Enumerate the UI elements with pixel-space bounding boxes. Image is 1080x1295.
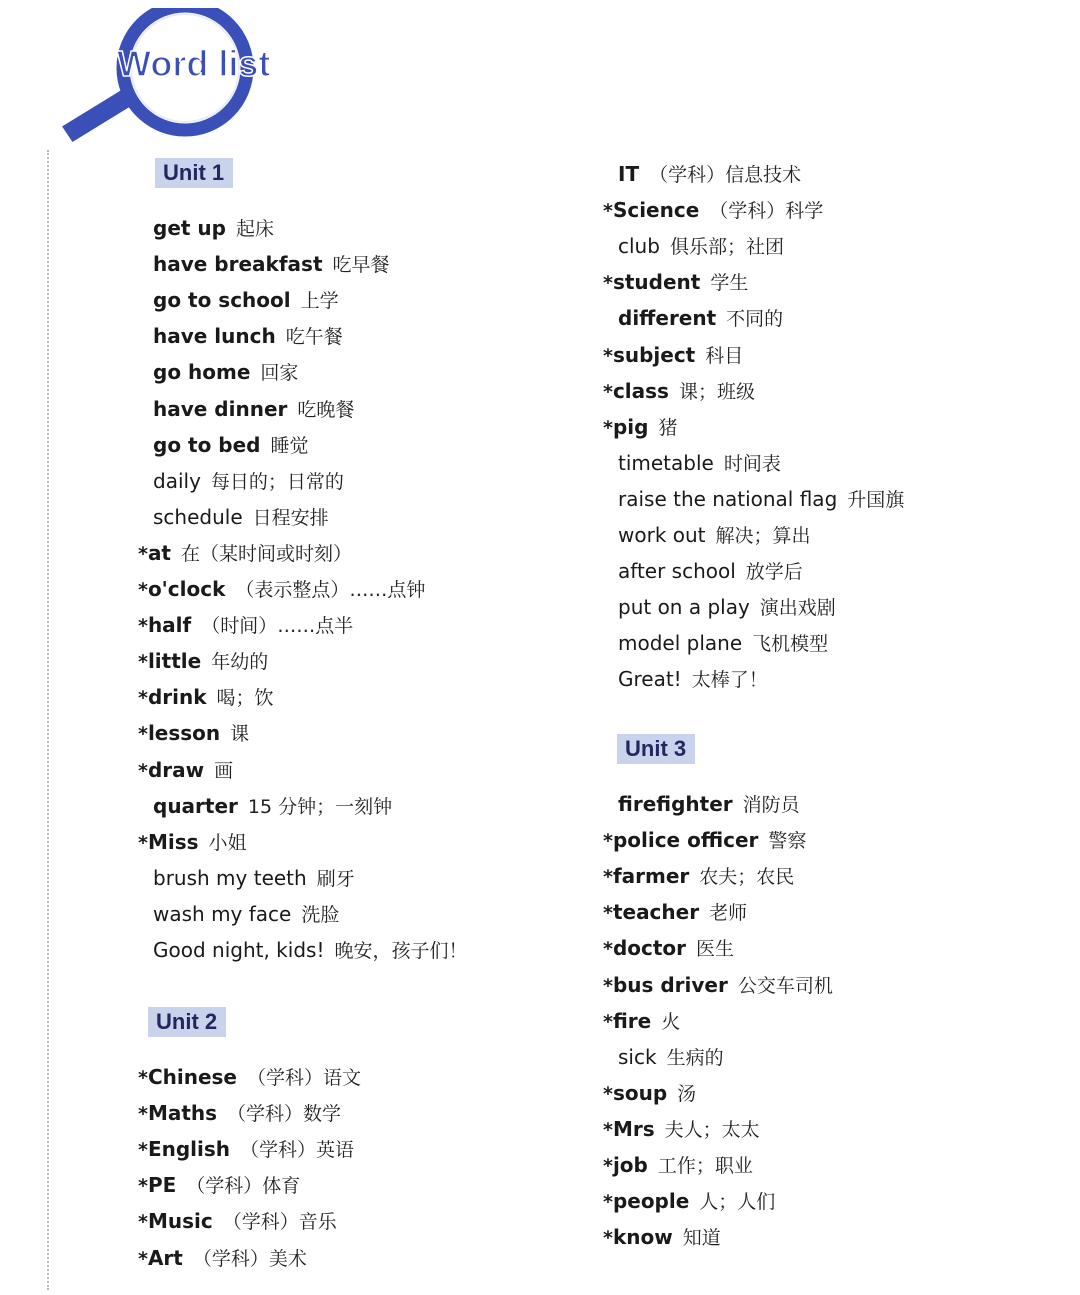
english-word: get up: [153, 216, 226, 240]
word-entry-work-out: [618, 519, 811, 551]
chinese-meaning: （表示整点）……点钟: [235, 579, 426, 601]
chinese-meaning: 放学后: [745, 561, 803, 584]
english-word: teacher: [612, 900, 700, 925]
word-entry-put-on-a-play: [618, 591, 836, 623]
core-word-star: *: [138, 615, 148, 638]
word-entry-sick: [618, 1041, 724, 1073]
chinese-meaning: 在（某时间或时刻）: [181, 542, 353, 565]
english-word: quarter: [153, 793, 238, 818]
unit-heading: Unit 2: [148, 1007, 226, 1037]
word-entry-teacher: [603, 896, 747, 928]
word-entry-english: [138, 1133, 354, 1165]
word-entry-good-night-kids: [153, 934, 467, 966]
word-entry-chinese: [138, 1061, 361, 1093]
word-entry-job: [603, 1149, 753, 1181]
core-word-star: *: [138, 579, 148, 601]
chinese-meaning: 吃午餐: [285, 326, 343, 349]
word-entry-club: [618, 230, 784, 262]
core-word-star: *: [603, 1010, 613, 1033]
chinese-meaning: （学科）信息技术: [649, 164, 802, 186]
chinese-meaning: （学科）语文: [246, 1067, 361, 1089]
chinese-meaning: 农夫；农民: [699, 866, 795, 889]
english-word: farmer: [612, 864, 690, 889]
english-word: have dinner: [153, 396, 288, 421]
chinese-meaning: 刷牙: [316, 867, 355, 890]
word-entry-lesson: [138, 717, 249, 749]
word-list-logo: [55, 8, 275, 158]
core-word-star: *: [603, 1227, 613, 1250]
chinese-meaning: 升国旗: [847, 488, 905, 511]
word-entry-soup: [603, 1077, 696, 1109]
chinese-meaning: 夫人；太太: [664, 1118, 760, 1141]
english-word: have breakfast: [153, 252, 323, 277]
chinese-meaning: 知道: [682, 1227, 721, 1250]
word-entry-have-dinner: [153, 393, 354, 425]
english-word: bus driver: [612, 972, 728, 997]
word-entry-student: [603, 266, 748, 298]
core-word-star: *: [603, 938, 613, 961]
chinese-meaning: （学科）体育: [186, 1175, 301, 1198]
core-word-star: *: [603, 866, 613, 889]
chinese-meaning: （时间）……点半: [201, 615, 354, 638]
chinese-meaning: （学科）英语: [240, 1139, 355, 1162]
english-word: Maths: [147, 1101, 218, 1126]
word-entry-farmer: [603, 860, 794, 892]
magnifier-icon: [55, 8, 275, 158]
chinese-meaning: 学生: [710, 272, 749, 295]
chinese-meaning: 睡觉: [270, 434, 309, 457]
unit-heading: Unit 3: [617, 734, 695, 764]
english-word: student: [612, 270, 701, 295]
chinese-meaning: 演出戏剧: [759, 597, 836, 620]
word-entry-police-officer: [603, 824, 806, 856]
english-word: raise the national flag: [618, 486, 838, 511]
chinese-meaning: 每日的；日常的: [210, 470, 344, 493]
word-entry-pig: [603, 411, 677, 443]
core-word-star: *: [138, 542, 148, 565]
chinese-meaning: 画: [214, 759, 234, 782]
english-word: lesson: [147, 721, 221, 746]
word-entry-firefighter: [618, 788, 800, 820]
word-entry-have-lunch: [153, 320, 343, 352]
english-word: little: [147, 649, 202, 674]
core-word-star: *: [603, 344, 613, 367]
chinese-meaning: 吃早餐: [332, 254, 390, 277]
english-word: wash my face: [153, 901, 292, 926]
chinese-meaning: 不同的: [726, 308, 784, 331]
english-word: schedule: [153, 504, 243, 529]
chinese-meaning: 科目: [705, 344, 744, 367]
english-word: know: [612, 1225, 673, 1250]
word-entry-people: [603, 1185, 775, 1217]
english-word: have lunch: [153, 324, 276, 349]
word-entry-maths: [138, 1097, 341, 1129]
core-word-star: *: [138, 1139, 148, 1162]
english-word: put on a play: [618, 595, 750, 620]
english-word: daily: [153, 468, 201, 493]
word-entry-timetable: [618, 447, 781, 479]
word-entry-fire: [603, 1005, 680, 1037]
logo-text: Word list: [117, 43, 271, 84]
chinese-meaning: 课；班级: [678, 380, 755, 403]
word-entry-bus-driver: [603, 969, 833, 1001]
word-entry-music: [138, 1205, 337, 1237]
chinese-meaning: 日程安排: [252, 506, 329, 529]
english-word: people: [612, 1189, 690, 1214]
word-entry-daily: [153, 465, 344, 497]
english-word: model plane: [618, 631, 743, 656]
core-word-star: *: [603, 200, 613, 223]
core-word-star: *: [603, 1082, 613, 1105]
word-entry-go-to-bed: [153, 429, 309, 461]
english-word: different: [618, 306, 717, 331]
word-entry-after-school: [618, 555, 803, 587]
chinese-meaning: 时间表: [723, 452, 781, 475]
english-word: pig: [612, 414, 649, 439]
english-word: half: [147, 613, 192, 638]
english-word: Mrs: [612, 1116, 655, 1141]
word-entry-o-clock: [138, 573, 425, 605]
word-entry-at: [138, 537, 352, 569]
chinese-meaning: 老师: [709, 902, 748, 925]
chinese-meaning: （学科）科学: [709, 200, 824, 223]
english-word: brush my teeth: [153, 865, 307, 890]
english-word: fire: [612, 1008, 652, 1033]
word-entry-mrs: [603, 1113, 760, 1145]
chinese-meaning: 太棒了！: [691, 669, 768, 692]
english-word: job: [612, 1153, 648, 1177]
word-entry-get-up: [153, 212, 274, 244]
chinese-meaning: 俱乐部；社团: [669, 236, 784, 259]
word-entry-it: [618, 158, 801, 190]
word-entry-wash-my-face: [153, 898, 339, 930]
core-word-star: *: [603, 830, 613, 853]
word-entry-half: [138, 609, 353, 641]
word-entry-miss: [138, 826, 247, 858]
word-entry-art: [138, 1242, 307, 1274]
english-word: IT: [618, 162, 640, 186]
word-entry-schedule: [153, 501, 329, 533]
word-entry-draw: [138, 754, 233, 786]
core-word-star: *: [138, 651, 148, 674]
chinese-meaning: 回家: [260, 362, 299, 385]
word-entry-pe: [138, 1169, 300, 1201]
chinese-meaning: 洗脸: [301, 903, 340, 926]
word-entry-great: [618, 663, 768, 695]
english-word: English: [147, 1137, 231, 1162]
core-word-star: *: [138, 831, 148, 854]
english-word: Art: [147, 1245, 183, 1270]
chinese-meaning: 年幼的: [211, 651, 269, 674]
chinese-meaning: 医生: [696, 938, 735, 961]
core-word-star: *: [138, 1067, 148, 1089]
chinese-meaning: 上学: [300, 290, 339, 313]
english-word: timetable: [618, 450, 714, 475]
chinese-meaning: 飞机模型: [752, 633, 829, 656]
word-entry-science: [603, 194, 823, 226]
chinese-meaning: 15 分钟；一刻钟: [247, 795, 393, 818]
chinese-meaning: 晚安，孩子们！: [334, 940, 468, 962]
core-word-star: *: [603, 1155, 613, 1177]
english-word: go home: [153, 360, 251, 385]
chinese-meaning: （学科）数学: [227, 1103, 342, 1126]
unit-heading: Unit 1: [155, 158, 233, 188]
english-word: Miss: [147, 829, 199, 854]
english-word: police officer: [612, 828, 759, 853]
english-word: Chinese: [147, 1065, 237, 1089]
chinese-meaning: 喝；饮: [216, 687, 274, 710]
chinese-meaning: 消防员: [742, 794, 800, 816]
chinese-meaning: 猪: [658, 416, 678, 439]
core-word-star: *: [138, 1211, 148, 1234]
english-word: class: [612, 378, 669, 403]
chinese-meaning: （学科）音乐: [222, 1211, 337, 1234]
english-word: at: [147, 540, 171, 565]
english-word: Great!: [618, 667, 682, 692]
chinese-meaning: 火: [661, 1010, 681, 1033]
chinese-meaning: 工作；职业: [657, 1155, 753, 1177]
english-word: o'clock: [147, 577, 226, 601]
chinese-meaning: （学科）美术: [192, 1247, 307, 1270]
english-word: club: [618, 234, 660, 259]
english-word: go to bed: [153, 432, 261, 457]
word-entry-model-plane: [618, 627, 828, 659]
english-word: soup: [612, 1080, 668, 1105]
core-word-star: *: [138, 1247, 148, 1270]
english-word: Good night, kids!: [153, 938, 325, 962]
core-word-star: *: [138, 759, 148, 782]
core-word-star: *: [138, 687, 148, 710]
chinese-meaning: 公交车司机: [737, 974, 833, 997]
chinese-meaning: 人；人们: [699, 1191, 776, 1214]
core-word-star: *: [603, 380, 613, 403]
word-entry-subject: [603, 339, 743, 371]
core-word-star: *: [138, 1103, 148, 1126]
word-entry-class: [603, 375, 755, 407]
word-entry-little: [138, 645, 268, 677]
core-word-star: *: [603, 902, 613, 925]
word-entry-have-breakfast: [153, 248, 390, 280]
english-word: PE: [147, 1173, 177, 1198]
word-entry-go-to-school: [153, 284, 339, 316]
english-word: doctor: [612, 936, 687, 961]
chinese-meaning: 起床: [235, 218, 274, 240]
core-word-star: *: [138, 723, 148, 746]
core-word-star: *: [603, 1118, 613, 1141]
word-entry-raise-the-national-flag: [618, 483, 904, 515]
chinese-meaning: 小姐: [208, 831, 247, 854]
core-word-star: *: [138, 1175, 148, 1198]
english-word: firefighter: [618, 792, 733, 816]
chinese-meaning: 警察: [768, 830, 807, 853]
core-word-star: *: [603, 272, 613, 295]
word-entry-drink: [138, 681, 274, 713]
core-word-star: *: [603, 416, 613, 439]
page-margin-dots: [47, 150, 49, 1290]
word-entry-know: [603, 1221, 721, 1253]
english-word: subject: [612, 342, 696, 367]
word-entry-go-home: [153, 356, 298, 388]
chinese-meaning: 课: [230, 723, 250, 746]
chinese-meaning: 生病的: [666, 1046, 724, 1069]
word-entry-doctor: [603, 932, 734, 964]
word-entry-quarter: [153, 790, 392, 822]
english-word: work out: [618, 523, 706, 547]
core-word-star: *: [603, 974, 613, 997]
core-word-star: *: [603, 1191, 613, 1214]
english-word: Music: [147, 1209, 213, 1234]
chinese-meaning: 解决；算出: [715, 525, 811, 547]
word-entry-brush-my-teeth: [153, 862, 355, 894]
english-word: after school: [618, 559, 736, 584]
english-word: draw: [147, 757, 205, 782]
english-word: Science: [612, 198, 700, 223]
english-word: sick: [618, 1044, 657, 1069]
word-entry-different: [618, 302, 783, 334]
chinese-meaning: 汤: [677, 1082, 697, 1105]
english-word: drink: [147, 685, 207, 710]
english-word: go to school: [153, 288, 291, 313]
chinese-meaning: 吃晚餐: [297, 398, 355, 421]
